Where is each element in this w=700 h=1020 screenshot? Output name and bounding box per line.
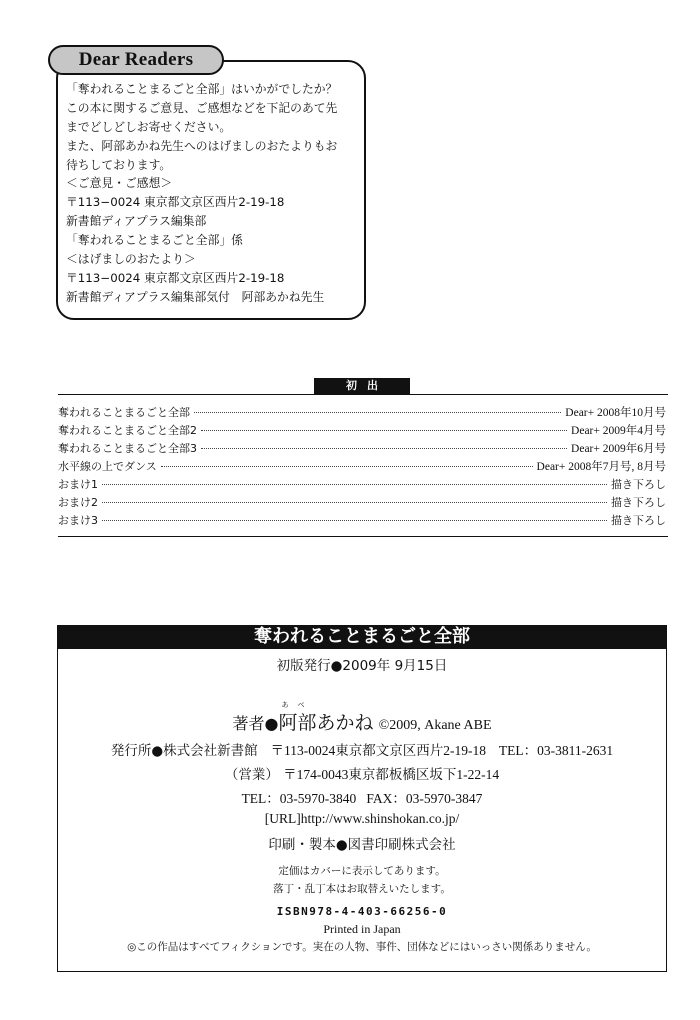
publisher-address: 〒113-0024東京都文京区西片2-19-18 xyxy=(270,743,487,758)
first-publication-label: 初出 xyxy=(314,378,410,394)
dear-readers-line: 〒113−0024 東京都文京区西片2-19-18 xyxy=(66,270,285,285)
work-title: おまけ2 xyxy=(58,496,98,509)
price-note: 定価はカバーに表示してあります。 xyxy=(278,865,446,877)
first-publication-row xyxy=(58,458,666,476)
first-publication-row xyxy=(58,494,666,512)
sales-address: 〒174-0043東京都板橋区坂下1-22-14 xyxy=(283,767,500,782)
dear-readers-text xyxy=(66,80,366,307)
author-ruby: あべ xyxy=(281,701,314,709)
colophon-title: 奪われることまるごと全部 xyxy=(57,625,667,649)
first-publication-row xyxy=(58,440,666,458)
first-publication-row xyxy=(58,476,666,494)
dear-readers-line: 新書館ディアプラス編集部 xyxy=(66,214,207,229)
author-label: 著者● xyxy=(232,714,279,733)
dear-readers-line: 待ちしております。 xyxy=(66,157,172,172)
publisher-line xyxy=(57,739,667,759)
dear-readers-line: この本に関するご意見、ご感想などを下記のあて先 xyxy=(66,100,338,115)
work-source: Dear+ 2008年10月号 xyxy=(565,407,666,419)
dear-readers-line: ＜はげましのおたより＞ xyxy=(66,252,196,267)
edition-date: 初版発行●2009年 9月15日 xyxy=(276,658,448,674)
leader-dots xyxy=(201,430,567,431)
author-surname-group xyxy=(278,701,317,735)
dear-readers-line: 「奪われることまるごと全部」係 xyxy=(66,233,243,248)
work-source: 描き下ろし xyxy=(611,496,666,509)
dear-readers-line: 〒113−0024 東京都文京区西片2-19-18 xyxy=(66,195,285,210)
author-given-name: あかね xyxy=(316,712,374,734)
leader-dots xyxy=(102,502,607,503)
author-line xyxy=(57,701,667,735)
leader-dots xyxy=(161,466,533,467)
sales-tel: TEL：03-5970-3840 xyxy=(241,791,357,806)
dear-readers-line: 「奪われることまるごと全部」はいかがでしたか？ xyxy=(66,82,338,96)
dear-readers-line: までどしどしお寄せください。 xyxy=(66,119,232,134)
work-title: 水平線の上でダンス xyxy=(58,460,157,473)
first-publication-row xyxy=(58,404,666,422)
dear-readers-line: 新書館ディアプラス編集部気付 阿部あかね先生 xyxy=(66,289,325,304)
sales-line xyxy=(57,763,667,783)
work-title: 奪われることまるごと全部2 xyxy=(58,424,197,437)
leader-dots xyxy=(194,412,561,413)
publisher-tel: TEL：03-3811-2631 xyxy=(498,743,614,758)
leader-dots xyxy=(102,520,607,521)
printed-in: Printed in Japan xyxy=(323,922,401,936)
first-publication-row xyxy=(58,512,666,530)
work-source: 描き下ろし xyxy=(611,478,666,491)
sales-contact-line xyxy=(57,787,667,807)
website-url: [URL]http://www.shinshokan.co.jp/ xyxy=(264,811,460,826)
first-publication-list xyxy=(58,404,666,530)
work-source: Dear+ 2009年4月号 xyxy=(571,425,666,437)
isbn: ISBN978-4-403-66256-0 xyxy=(276,905,448,918)
author-copyright: ©2009, Akane ABE xyxy=(378,718,492,733)
printing-company: 印刷・製本●図書印刷株式会社 xyxy=(268,837,456,853)
first-publication-row xyxy=(58,422,666,440)
first-publication-top-rule xyxy=(58,394,668,395)
work-source: 描き下ろし xyxy=(611,514,666,527)
publisher-name: 発行所●株式会社新書館 xyxy=(110,743,258,759)
work-title: 奪われることまるごと全部3 xyxy=(58,442,197,455)
defect-note: 落丁・乱丁本はお取替えいたします。 xyxy=(273,883,451,895)
work-source: Dear+ 2009年6月号 xyxy=(571,443,666,455)
author-surname: 阿部 xyxy=(278,712,317,734)
dear-readers-title: Dear Readers xyxy=(48,45,224,75)
work-title: おまけ1 xyxy=(58,478,98,491)
sales-label: （営業） xyxy=(224,767,279,783)
leader-dots xyxy=(201,448,567,449)
leader-dots xyxy=(102,484,607,485)
sales-fax: FAX：03-5970-3847 xyxy=(366,791,483,806)
work-source: Dear+ 2008年7月号, 8月号 xyxy=(536,461,666,473)
work-title: おまけ3 xyxy=(58,514,98,527)
work-title: 奪われることまるごと全部 xyxy=(58,406,190,419)
first-publication-bottom-rule xyxy=(58,536,668,537)
fiction-disclaimer: ◎この作品はすべてフィクションです。実在の人物、事件、団体などにはいっさい関係ありません。 xyxy=(127,941,597,953)
dear-readers-line: また、阿部あかね先生へのはげましのおたよりもお xyxy=(66,138,338,153)
dear-readers-line: ＜ご意見・ご感想＞ xyxy=(66,176,173,191)
